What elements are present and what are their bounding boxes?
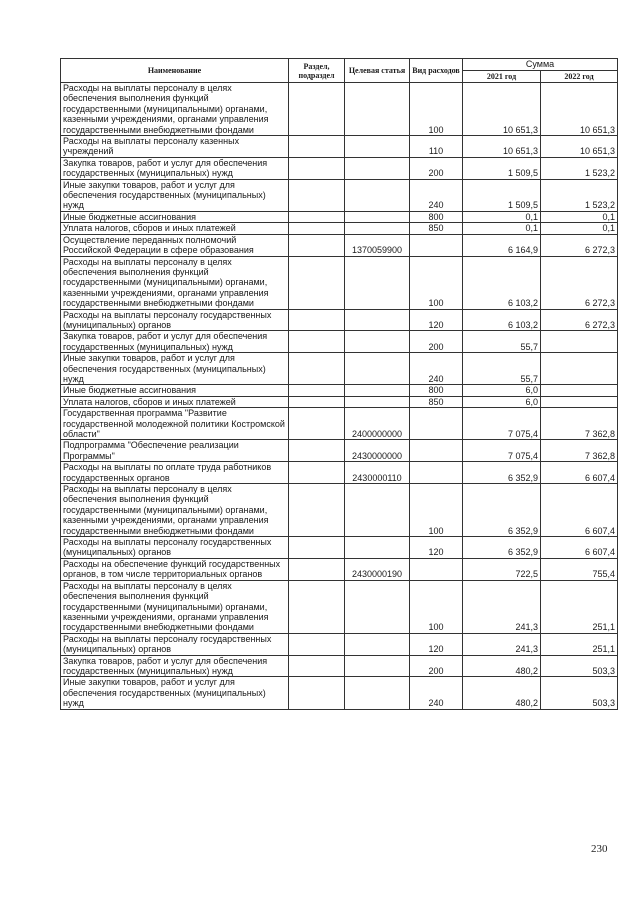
cell-target: [345, 83, 410, 136]
cell-type: 240: [410, 677, 463, 709]
cell-target: [345, 537, 410, 559]
cell-name: Закупка товаров, работ и услуг для обеспечения государственных (муниципальных) нужд: [61, 655, 289, 677]
cell-2022: 7 362,8: [541, 408, 618, 440]
cell-target: 2430000190: [345, 558, 410, 580]
cell-2022: 0,1: [541, 223, 618, 234]
cell-2021: 722,5: [463, 558, 541, 580]
cell-name: Расходы на выплаты персоналу казенных учреждений: [61, 136, 289, 158]
cell-section: [289, 633, 345, 655]
cell-2022: 6 607,4: [541, 537, 618, 559]
cell-2021: 480,2: [463, 677, 541, 709]
cell-section: [289, 558, 345, 580]
table-row: [61, 309, 618, 331]
cell-2022: 503,3: [541, 677, 618, 709]
cell-2021: 10 651,3: [463, 83, 541, 136]
cell-section: [289, 580, 345, 633]
cell-2021: 241,3: [463, 633, 541, 655]
col-header-2021: 2021 год: [463, 71, 541, 83]
cell-2021: 0,1: [463, 211, 541, 222]
cell-section: [289, 211, 345, 222]
table-row: [61, 408, 618, 440]
cell-type: 110: [410, 136, 463, 158]
cell-name: Иные бюджетные ассигнования: [61, 385, 289, 396]
cell-2021: 55,7: [463, 331, 541, 353]
cell-section: [289, 256, 345, 309]
cell-2021: 6 103,2: [463, 309, 541, 331]
cell-2021: 0,1: [463, 223, 541, 234]
cell-2021: 6 352,9: [463, 537, 541, 559]
cell-2021: 241,3: [463, 580, 541, 633]
cell-section: [289, 408, 345, 440]
cell-name: Закупка товаров, работ и услуг для обеспечения государственных (муниципальных) нужд: [61, 331, 289, 353]
cell-section: [289, 179, 345, 211]
table-row: [61, 677, 618, 709]
table-row: [61, 256, 618, 309]
cell-name: Расходы на выплаты персоналу государственных (муниципальных) органов: [61, 633, 289, 655]
cell-2021: 6 103,2: [463, 256, 541, 309]
cell-2021: 1 509,5: [463, 157, 541, 179]
cell-section: [289, 353, 345, 385]
cell-name: Осуществление переданных полномочий Российской Федерации в сфере образования: [61, 234, 289, 256]
cell-2022: [541, 396, 618, 407]
cell-type: [410, 440, 463, 462]
cell-2022: 7 362,8: [541, 440, 618, 462]
cell-type: 800: [410, 385, 463, 396]
cell-2022: 6 607,4: [541, 484, 618, 537]
table-row: [61, 234, 618, 256]
cell-type: 120: [410, 309, 463, 331]
cell-name: Расходы на обеспечение функций государственных органов, в том числе территориальных органов: [61, 558, 289, 580]
cell-target: [345, 331, 410, 353]
cell-target: [345, 677, 410, 709]
col-header-sum: Сумма: [463, 59, 618, 71]
table-row: [61, 385, 618, 396]
budget-table: [60, 58, 618, 710]
table-row: [61, 211, 618, 222]
cell-target: [345, 655, 410, 677]
cell-2021: 1 509,5: [463, 179, 541, 211]
cell-section: [289, 136, 345, 158]
cell-section: [289, 331, 345, 353]
cell-target: [345, 179, 410, 211]
cell-name: Расходы на выплаты персоналу в целях обеспечения выполнения функций государственными (муниципальными) органами, казенными учреждениями, органами управления государственными внебюджетными фондами: [61, 83, 289, 136]
cell-name: Иные закупки товаров, работ и услуг для обеспечения государственных (муниципальных) нужд: [61, 677, 289, 709]
cell-2022: [541, 353, 618, 385]
cell-2022: 251,1: [541, 633, 618, 655]
col-header-section: Раздел, подраздел: [289, 59, 345, 83]
cell-target: [345, 484, 410, 537]
cell-name: Иные закупки товаров, работ и услуг для обеспечения государственных (муниципальных) нужд: [61, 179, 289, 211]
cell-name: Иные закупки товаров, работ и услуг для обеспечения государственных (муниципальных) нужд: [61, 353, 289, 385]
col-header-2022: 2022 год: [541, 71, 618, 83]
table-row: [61, 580, 618, 633]
cell-2022: 503,3: [541, 655, 618, 677]
cell-section: [289, 462, 345, 484]
col-header-target: Целевая статья: [345, 59, 410, 83]
cell-2021: 6 164,9: [463, 234, 541, 256]
cell-target: [345, 633, 410, 655]
cell-2021: 7 075,4: [463, 408, 541, 440]
cell-2022: 10 651,3: [541, 136, 618, 158]
cell-name: Расходы на выплаты по оплате труда работников государственных органов: [61, 462, 289, 484]
cell-type: 200: [410, 655, 463, 677]
cell-type: [410, 558, 463, 580]
cell-target: [345, 309, 410, 331]
table-row: [61, 484, 618, 537]
cell-type: 850: [410, 396, 463, 407]
cell-section: [289, 83, 345, 136]
cell-section: [289, 157, 345, 179]
cell-section: [289, 309, 345, 331]
table-row: [61, 396, 618, 407]
table-row: [61, 83, 618, 136]
cell-2022: 6 272,3: [541, 309, 618, 331]
cell-name: Расходы на выплаты персоналу государственных (муниципальных) органов: [61, 309, 289, 331]
table-row: [61, 353, 618, 385]
cell-type: 120: [410, 537, 463, 559]
cell-type: 240: [410, 179, 463, 211]
cell-target: 2400000000: [345, 408, 410, 440]
cell-2021: 6,0: [463, 396, 541, 407]
table-row: [61, 633, 618, 655]
col-header-name: Наименование: [61, 59, 289, 83]
cell-type: 200: [410, 331, 463, 353]
cell-target: [345, 256, 410, 309]
cell-target: [345, 580, 410, 633]
cell-2022: 0,1: [541, 211, 618, 222]
cell-2022: 251,1: [541, 580, 618, 633]
cell-2022: [541, 331, 618, 353]
table-row: [61, 179, 618, 211]
cell-target: [345, 385, 410, 396]
table-row: [61, 537, 618, 559]
cell-target: [345, 396, 410, 407]
cell-type: 100: [410, 484, 463, 537]
cell-type: 240: [410, 353, 463, 385]
cell-section: [289, 396, 345, 407]
cell-2022: 6 607,4: [541, 462, 618, 484]
cell-name: Расходы на выплаты персоналу государственных (муниципальных) органов: [61, 537, 289, 559]
cell-section: [289, 537, 345, 559]
cell-target: [345, 353, 410, 385]
cell-section: [289, 385, 345, 396]
cell-name: Расходы на выплаты персоналу в целях обеспечения выполнения функций государственными (муниципальными) органами, казенными учреждениями, органами управления государственными внебюджетными фондами: [61, 484, 289, 537]
cell-section: [289, 440, 345, 462]
cell-target: 2430000000: [345, 440, 410, 462]
cell-name: Подпрограмма "Обеспечение реализации Программы": [61, 440, 289, 462]
cell-section: [289, 223, 345, 234]
cell-2022: 6 272,3: [541, 256, 618, 309]
cell-2022: 755,4: [541, 558, 618, 580]
cell-section: [289, 677, 345, 709]
cell-target: 2430000110: [345, 462, 410, 484]
cell-target: [345, 136, 410, 158]
cell-target: [345, 211, 410, 222]
cell-name: Закупка товаров, работ и услуг для обеспечения государственных (муниципальных) нужд: [61, 157, 289, 179]
cell-type: 200: [410, 157, 463, 179]
cell-section: [289, 655, 345, 677]
cell-target: 1370059900: [345, 234, 410, 256]
cell-section: [289, 234, 345, 256]
cell-2022: 10 651,3: [541, 83, 618, 136]
cell-2021: 6 352,9: [463, 484, 541, 537]
table-header: [61, 59, 618, 83]
table-body: [61, 83, 618, 710]
cell-2021: 480,2: [463, 655, 541, 677]
cell-name: Уплата налогов, сборов и иных платежей: [61, 396, 289, 407]
cell-2022: 1 523,2: [541, 157, 618, 179]
cell-type: [410, 408, 463, 440]
cell-name: Уплата налогов, сборов и иных платежей: [61, 223, 289, 234]
table-row: [61, 655, 618, 677]
cell-type: 100: [410, 256, 463, 309]
table-row: [61, 558, 618, 580]
table-row: [61, 223, 618, 234]
cell-type: 120: [410, 633, 463, 655]
table-row: [61, 462, 618, 484]
cell-2021: 55,7: [463, 353, 541, 385]
cell-section: [289, 484, 345, 537]
cell-name: Государственная программа "Развитие государственной молодежной политики Костромской области": [61, 408, 289, 440]
table-row: [61, 157, 618, 179]
col-header-type: Вид расходов: [410, 59, 463, 83]
cell-2021: 6,0: [463, 385, 541, 396]
cell-type: 100: [410, 580, 463, 633]
cell-2021: 7 075,4: [463, 440, 541, 462]
cell-target: [345, 157, 410, 179]
cell-2021: 10 651,3: [463, 136, 541, 158]
cell-type: [410, 234, 463, 256]
table-row: [61, 331, 618, 353]
cell-2021: 6 352,9: [463, 462, 541, 484]
cell-2022: [541, 385, 618, 396]
cell-2022: 1 523,2: [541, 179, 618, 211]
table-row: [61, 440, 618, 462]
cell-name: Расходы на выплаты персоналу в целях обеспечения выполнения функций государственными (муниципальными) органами, казенными учреждениями, органами управления государственными внебюджетными фондами: [61, 580, 289, 633]
cell-type: [410, 462, 463, 484]
page-number: 230: [591, 843, 608, 855]
cell-type: 800: [410, 211, 463, 222]
cell-name: Расходы на выплаты персоналу в целях обеспечения выполнения функций государственными (муниципальными) органами, казенными учреждениями, органами управления государственными внебюджетными фондами: [61, 256, 289, 309]
cell-type: 100: [410, 83, 463, 136]
cell-type: 850: [410, 223, 463, 234]
cell-name: Иные бюджетные ассигнования: [61, 211, 289, 222]
table-row: [61, 136, 618, 158]
cell-2022: 6 272,3: [541, 234, 618, 256]
cell-target: [345, 223, 410, 234]
